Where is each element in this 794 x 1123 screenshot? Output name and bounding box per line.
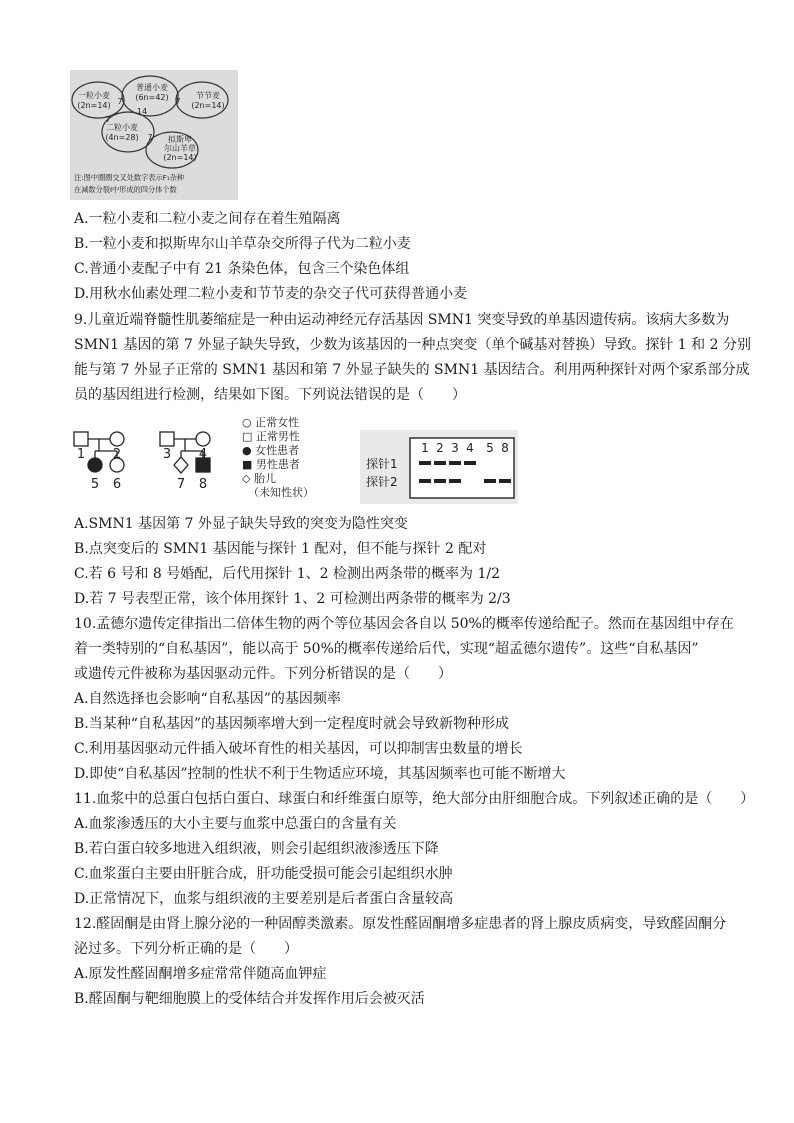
legend-unknown: （未知性状）	[248, 486, 314, 499]
q8-option-c: C.普通小麦配子中有 21 条染色体，包含三个染色体组	[74, 261, 410, 277]
q10-stem-line2: 着一类特别的“自私基因”，能以高于 50%的概率传递给后代，实现“超孟德尔遗传”。这些“自私基因”	[74, 641, 699, 657]
pedigree-id-4: 4	[198, 447, 208, 462]
q10-option-c: C.利用基因驱动元件插入破坏育性的相关基因，可以抑制害虫数量的增长	[74, 741, 523, 757]
circle-c-count: (2n=14)	[191, 101, 225, 110]
circle-d-count: (4n=28)	[105, 133, 139, 142]
pedigree-id-7: 7	[176, 477, 186, 492]
q9-option-d: D.若 7 号表型正常，该个体用探针 1、2 可检测出两条带的概率为 2/3	[74, 591, 511, 607]
q9-stem-line4: 员的基因组进行检测，结果如下图。下列说法错误的是（ ）	[74, 387, 466, 403]
overlap-a-d: 7	[105, 115, 111, 124]
pedigree-diagram	[70, 410, 520, 508]
pedigree-id-5: 5	[90, 477, 100, 492]
q10-option-a: A.自然选择也会影响“自私基因”的基因频率	[74, 691, 341, 707]
lane-label-1: 1	[421, 441, 429, 455]
overlap-b-c: 7	[175, 97, 181, 106]
figure1-note-line2: 在减数分裂Ⅰ中形成的四分体个数	[74, 185, 177, 194]
circle-a-count: (2n=14)	[77, 101, 111, 110]
overlap-d-e: 7	[147, 133, 153, 142]
q9-stem-line3: 能与第 7 外显子正常的 SMN1 基因和第 7 外显子缺失的 SMN1 基因结合。利用两种探针对两个家系部分成	[74, 362, 750, 378]
circle-aegilops-tauschii	[176, 82, 228, 118]
q10-stem-line3: 或遗传元件被称为基因驱动元件。下列分析错误的是（ ）	[74, 666, 452, 682]
q8-option-a: A.一粒小麦和二粒小麦之间存在着生殖隔离	[74, 211, 341, 227]
q9-stem-line1: 9.儿童近端脊髓性肌萎缩症是一种由运动神经元存活基因 SMN1 突变导致的单基因遗传病。该病大多数为	[74, 312, 730, 328]
q10-option-d: D.即使“自私基因”控制的性状不利于生物适应环境，其基因频率也可能不断增大	[74, 766, 566, 782]
pedigree-id-8: 8	[198, 477, 208, 492]
pedigree-probe-figure	[70, 410, 520, 508]
probe-label-2: 探针2	[366, 475, 398, 489]
legend-affected-female: ● 女性患者	[242, 444, 300, 457]
lane-label-8: 8	[501, 441, 509, 455]
pedigree-id-3: 3	[162, 447, 172, 462]
wheat-chromosome-figure	[70, 70, 238, 200]
band-probe2-lane5	[484, 479, 496, 483]
pedigree-member-1	[74, 432, 88, 446]
figure1-note-line1: 注:图中圈圈交叉处数字表示F₁杂种	[74, 173, 185, 182]
q9-option-c: C.若 6 号和 8 号婚配，后代用探针 1、2 检测出两条带的概率为 1/2	[74, 566, 500, 582]
pedigree-member-3	[160, 432, 174, 446]
band-probe1-lane2	[434, 461, 446, 465]
circle-d-name: 二粒小麦	[106, 123, 138, 132]
circle-e-name: 拟斯卑	[168, 135, 192, 144]
probe-label-1: 探针1	[366, 457, 398, 471]
band-probe1-lane4	[464, 461, 476, 465]
q10-stem-line1: 10.孟德尔遗传定律指出二倍体生物的两个等位基因会各自以 50%的概率传递给配子。然而在基因组中存在	[74, 616, 734, 632]
q12-option-b: B.醛固酮与靶细胞膜上的受体结合并发挥作用后会被灭活	[74, 991, 425, 1007]
pedigree-member-2	[110, 432, 124, 446]
q9-option-a: A.SMN1 基因第 7 外显子缺失导致的突变为隐性突变	[74, 516, 408, 532]
circle-e-count: (2n=14)	[163, 153, 197, 162]
circle-b-name: 普通小麦	[136, 83, 168, 92]
q10-option-b: B.当某种“自私基因”的基因频率增大到一定程度时就会导致新物种形成	[74, 716, 510, 732]
legend-normal-female: ○ 正常女性	[242, 416, 300, 429]
lane-label-3: 3	[451, 441, 459, 455]
pedigree-member-4	[196, 432, 210, 446]
q9-stem-line2: SMN1 基因的第 7 外显子缺失导致，少数为该基因的一种点突变（单个碱基对替换）导致。探针 1 和 2 分别	[74, 337, 751, 353]
lane-label-4: 4	[466, 441, 474, 455]
circle-a-name: 一粒小麦	[78, 91, 110, 100]
pedigree-member-5	[88, 458, 102, 472]
band-probe2-lane1	[419, 479, 431, 483]
circle-c-name: 节节麦	[196, 91, 220, 100]
pedigree-id-6: 6	[112, 477, 122, 492]
q11-option-b: B.若白蛋白较多地进入组织液，则会引起组织液渗透压下降	[74, 841, 439, 857]
overlap-a-b: 7	[117, 97, 123, 106]
q11-stem: 11.血浆中的总蛋白包括白蛋白、球蛋白和纤维蛋白原等，绝大部分由肝细胞合成。下列叙述正确的是（ ）	[74, 791, 755, 807]
band-probe2-lane3	[449, 479, 461, 483]
q8-option-d: D.用秋水仙素处理二粒小麦和节节麦的杂交子代可获得普通小麦	[74, 286, 468, 302]
pedigree-member-7	[174, 457, 188, 473]
lane-label-2: 2	[436, 441, 444, 455]
band-probe2-lane2	[434, 479, 446, 483]
legend-fetus: ◇ 胎儿	[242, 472, 276, 485]
band-probe1-lane1	[419, 461, 431, 465]
circle-einkorn	[72, 82, 124, 118]
lane-label-5: 5	[486, 441, 494, 455]
q12-stem-line2: 泌过多。下列分析正确的是（ ）	[74, 941, 298, 957]
band-probe1-lane3	[449, 461, 461, 465]
overlap-b-d: 14	[136, 107, 148, 116]
circle-b-count: (6n=42)	[135, 93, 169, 102]
q12-option-a: A.原发性醛固酮增多症常常伴随高血钾症	[74, 966, 327, 982]
wheat-circles-diagram	[70, 70, 238, 200]
q9-option-b: B.点突变后的 SMN1 基因能与探针 1 配对，但不能与探针 2 配对	[74, 541, 487, 557]
band-probe2-lane8	[499, 479, 511, 483]
q11-option-c: C.血浆蛋白主要由肝脏合成，肝功能受损可能会引起组织水肿	[74, 866, 453, 882]
pedigree-id-2: 2	[112, 447, 122, 462]
legend-normal-male: □ 正常男性	[242, 430, 300, 443]
circle-e-name-2: 尔山羊草	[164, 144, 196, 153]
q11-option-a: A.血浆渗透压的大小主要与血浆中总蛋白的含量有关	[74, 816, 397, 832]
q11-option-d: D.正常情况下，血浆与组织液的主要差别是后者蛋白含量较高	[74, 891, 454, 907]
q8-option-b: B.一粒小麦和拟斯卑尔山羊草杂交所得子代为二粒小麦	[74, 236, 411, 252]
legend-affected-male: ■ 男性患者	[242, 458, 300, 471]
q12-stem-line1: 12.醛固酮是由肾上腺分泌的一种固醇类激素。原发性醛固酮增多症患者的肾上腺皮质病变，导致醛固酮分	[74, 916, 727, 932]
pedigree-id-1: 1	[76, 447, 86, 462]
